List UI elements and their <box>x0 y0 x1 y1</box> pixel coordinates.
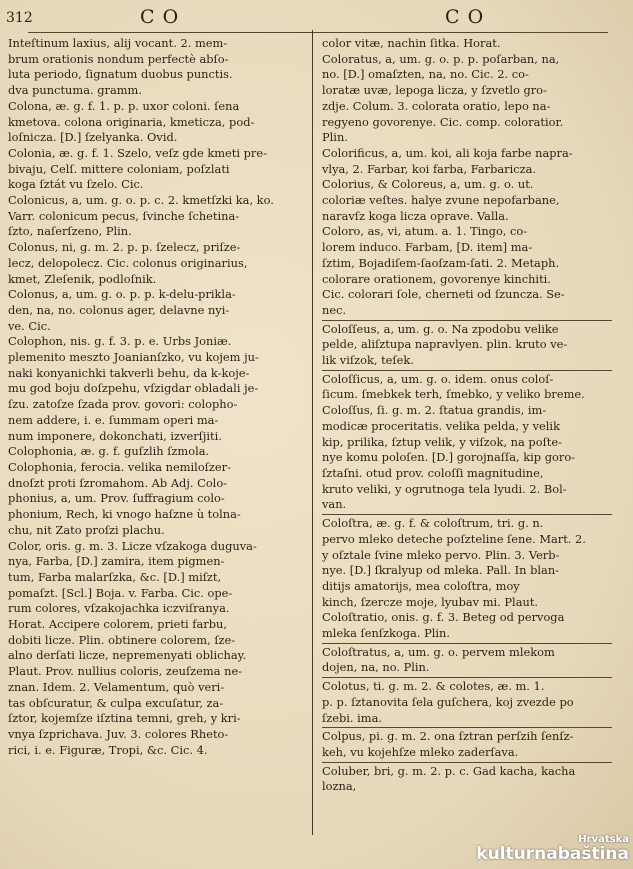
text-line: lik viſzok, teſek. <box>322 353 414 368</box>
text-line: pelde, aliſztupa napravlyen. plin. kruto ve- <box>322 337 568 352</box>
text-line: Colonus, a, um. g. o. p. p. k-delu-prikla- <box>8 287 236 302</box>
text-line: alno derſati licze, nepremenyati oblichay. <box>8 648 247 663</box>
entry-separator <box>322 320 612 321</box>
text-line: kmetova. colona originaria, kmeticza, pod- <box>8 114 255 129</box>
text-line: dobiti licze. Plin. obtinere colorem, ſze- <box>8 632 236 647</box>
text-line: nec. <box>322 302 347 317</box>
text-line: tum, Farba malarſzka, &c. [D.] miſzt, <box>8 569 222 584</box>
text-line: coloriæ veſtes. halye zvune nepofarbane, <box>322 193 560 208</box>
text-line: tas obſcuratur, & culpa excuſatur, za- <box>8 695 224 710</box>
text-line: naki konyanichki takverli behu, da k-koje- <box>8 365 250 380</box>
left-column <box>8 36 306 758</box>
text-line: Colorius, & Coloreus, a, um. g. o. ut. <box>322 177 534 192</box>
text-line: Varr. colonicum pecus, ſvinche ſchetina- <box>8 208 240 223</box>
text-line: Coloſſus, ſi. g. m. 2. ſtatua grandis, im- <box>322 403 547 418</box>
entry-separator <box>322 677 612 678</box>
text-line: den, na, no. colonus ager, delavne nyi- <box>8 302 230 317</box>
text-line: mu god boju doſzpehu, vſzigdar obladali je- <box>8 381 259 396</box>
text-line: Coloſtratus, a, um. g. o. pervem mlekom <box>322 644 555 659</box>
text-line: ſztaſni. otud prov. coloſſi magnitudine, <box>322 465 544 480</box>
text-line: ſztor, kojemſze iſztina temni, greh, y kri- <box>8 711 241 726</box>
text-line: plemenito meszto Joanianſzko, vu kojem ju- <box>8 350 259 365</box>
right-running-head: C O <box>445 6 485 28</box>
text-line: lecz, delopolecz. Cic. colonus originarius, <box>8 255 248 270</box>
column-divider <box>312 30 313 835</box>
text-line: Coloſtra, æ. g. f. & coloſtrum, tri. g. n. <box>322 516 544 531</box>
text-line: Cic. colorari ſole, cherneti od ſzuncza. Se- <box>322 287 565 302</box>
text-line: ve. Cic. <box>8 318 51 333</box>
text-line: p. p. ſztanovita ſela guſchera, koj zvezde po <box>322 694 574 709</box>
text-line: Colophonia, ferocia. velika nemiloſzer- <box>8 459 231 474</box>
text-line: ſicum. ſmebkek terh, ſmebko, y veliko breme. <box>322 387 585 402</box>
text-line: Coluber, bri, g. m. 2. p. c. Gad kacha, kacha <box>322 763 576 778</box>
text-line: naravſz koga licza oprave. Valla. <box>322 208 509 223</box>
text-line: pervo mleko deteche poſzteline ſene. Mart. 2. <box>322 531 586 546</box>
text-line: van. <box>322 497 347 512</box>
text-line: no. [D.] omaſzten, na, no. Cic. 2. co- <box>322 67 529 82</box>
watermark-logo <box>476 834 629 863</box>
text-line: color vitæ, nachin ſitka. Horat. <box>322 36 501 50</box>
text-line: kmet, Zleſenik, podloſnik. <box>8 271 157 286</box>
text-line: num imponere, dokonchati, izverſjiti. <box>8 428 222 443</box>
text-line: ditijs amatorijs, mea coloſtra, moy <box>322 578 520 593</box>
text-line: vnya ſzprichava. Juv. 3. colores Rheto- <box>8 726 229 741</box>
text-line: Horat. Accipere colorem, prieti farbu, <box>8 617 227 632</box>
text-line: phonium, Rech, ki vnogo haſzne ù tolna- <box>8 507 241 522</box>
watermark-line-1: Hrvatska <box>578 834 629 845</box>
entry-separator <box>322 643 612 644</box>
text-line: Colona, æ. g. f. 1. p. p. uxor coloni. ſena <box>8 98 240 113</box>
text-line: znan. Idem. 2. Velamentum, quò veri- <box>8 679 225 694</box>
text-line: zdje. Colum. 3. colorata oratio, lepo na- <box>322 98 551 113</box>
text-line: dojen, na, no. Plin. <box>322 660 430 675</box>
text-line: colorare orationem, govorenye kinchiti. <box>322 271 551 286</box>
text-line: Colotus, ti. g. m. 2. & colotes, æ. m. 1. <box>322 679 545 694</box>
header-rule <box>28 32 608 33</box>
entry-separator <box>322 514 612 515</box>
entry-separator <box>322 762 612 763</box>
text-line: keh, vu kojehſze mleko zaderſava. <box>322 744 519 759</box>
text-line: bivaju, Celſ. mittere coloniam, poſzlati <box>8 161 230 176</box>
text-line: nye komu poloſen. [D.] gorojnaſſa, kip goro- <box>322 450 576 465</box>
text-line: Colorificus, a, um. koi, ali koja farbe napra- <box>322 145 573 160</box>
text-line: kruto veliki, y ogrutnoga tela lyudi. 2. Bol- <box>322 481 567 496</box>
text-line: Inteſtinum laxius, alij vocant. 2. mem- <box>8 36 228 50</box>
right-column <box>322 36 612 795</box>
left-running-head: C O <box>140 6 180 28</box>
text-line: kip, prilika, ſztup velik, y viſzok, na poſte- <box>322 434 562 449</box>
text-line: luta periodo, ſignatum duobus punctis. <box>8 67 233 82</box>
text-line: loratæ uvæ, lepoga licza, y ſzvetlo gro- <box>322 83 547 98</box>
text-line: chu, nit Zato proſzi plachu. <box>8 522 165 537</box>
text-line: Colophon, nis. g. f. 3. p. e. Urbs Joniæ. <box>8 334 232 349</box>
text-line: ſzto, naſerſzeno, Plin. <box>8 224 132 239</box>
text-line: ſzebi. ima. <box>322 710 382 725</box>
text-line: brum orationis nondum perfectè abſo- <box>8 51 229 66</box>
text-line: loſnicza. [D.] ſzelyanka. Ovid. <box>8 130 178 145</box>
entry-separator <box>322 370 612 371</box>
text-line: kinch, ſzerczе moje, lyubav mi. Plaut. <box>322 594 539 609</box>
text-line: dva punctuma. gramm. <box>8 83 142 98</box>
page-number: 312 <box>6 10 33 26</box>
text-line: pomaſzt. [Scl.] Boja. v. Farba. Cic. ope- <box>8 585 233 600</box>
text-line: Colonia, æ. g. f. 1. Szelo, veſz gde kmeti pre- <box>8 145 267 160</box>
text-line: rum colores, vſzakojachka iczviſranya. <box>8 601 230 616</box>
text-line: Color, oris. g. m. 3. Licze vſzakoga duguva- <box>8 538 257 553</box>
text-line: mleka ſenſzkoga. Plin. <box>322 626 451 641</box>
text-line: nye. [D.] ſkralyup od mleka. Pall. In blan- <box>322 563 560 578</box>
text-line: Colonicus, a, um. g. o. p. c. 2. kmetſzki ka, ko. <box>8 193 274 208</box>
entry-separator <box>322 727 612 728</box>
text-line: nem addere, i. e. ſummam operi ma- <box>8 412 219 427</box>
text-line: vlya, 2. Farbar, koi farba, Farbaricza. <box>322 161 537 176</box>
text-line: nya, Farba, [D.] zamira, item pigmen- <box>8 554 225 569</box>
text-line: y oſztale ſvine mleko pervo. Plin. 3. Verb- <box>322 547 560 562</box>
text-line: Colpus, pi. g. m. 2. ona ſztran perſzih ſenſz- <box>322 729 574 744</box>
text-line: lorem induco. Farbam, [D. item] ma- <box>322 240 533 255</box>
watermark-line-2: kulturnabaština <box>476 844 629 864</box>
text-line: phonius, a, um. Prov. ſuffragium colo- <box>8 491 225 506</box>
text-line: rici, i. e. Figuræ, Tropi, &c. Cic. 4. <box>8 742 208 757</box>
text-line: lozna, <box>322 779 357 794</box>
text-line: Plin. <box>322 130 348 145</box>
text-line: Coloſſicus, a, um. g. o. idem. onus coloſ- <box>322 371 554 386</box>
text-line: Coloſſeus, a, um. g. o. Na zpodobu velike <box>322 321 559 336</box>
text-line: ſzu. zatoſze ſzada prov. govori: colopho- <box>8 397 238 412</box>
text-line: modicæ proceritatis. velika pelda, y velik <box>322 418 560 433</box>
text-line: Coloratus, a, um. g. o. p. p. poſarban, na, <box>322 51 560 66</box>
text-line: ſztim, Bojadiſem-ſaoſzam-ſati. 2. Metaph. <box>322 255 560 270</box>
text-line: koga ſztát vu ſzelo. Cic. <box>8 177 144 192</box>
text-line: regyeno govorenye. Cic. comp. coloratior. <box>322 114 564 129</box>
text-line: Colonus, ni, g. m. 2. p. p. ſzelecz, priſze- <box>8 240 241 255</box>
text-line: Coloſtratio, onis. g. f. 3. Beteg od pervoga <box>322 610 565 625</box>
text-line: Colophonia, æ. g. f. guſzlih ſzmola. <box>8 444 210 459</box>
text-line: Coloro, as, vi, atum. a. 1. Tingo, co- <box>322 224 528 239</box>
text-line: Plaut. Prov. nullius coloris, zeuſzema ne- <box>8 664 243 679</box>
text-line: dnoſzt proti ſzromahom. Ab Adj. Colo- <box>8 475 228 490</box>
